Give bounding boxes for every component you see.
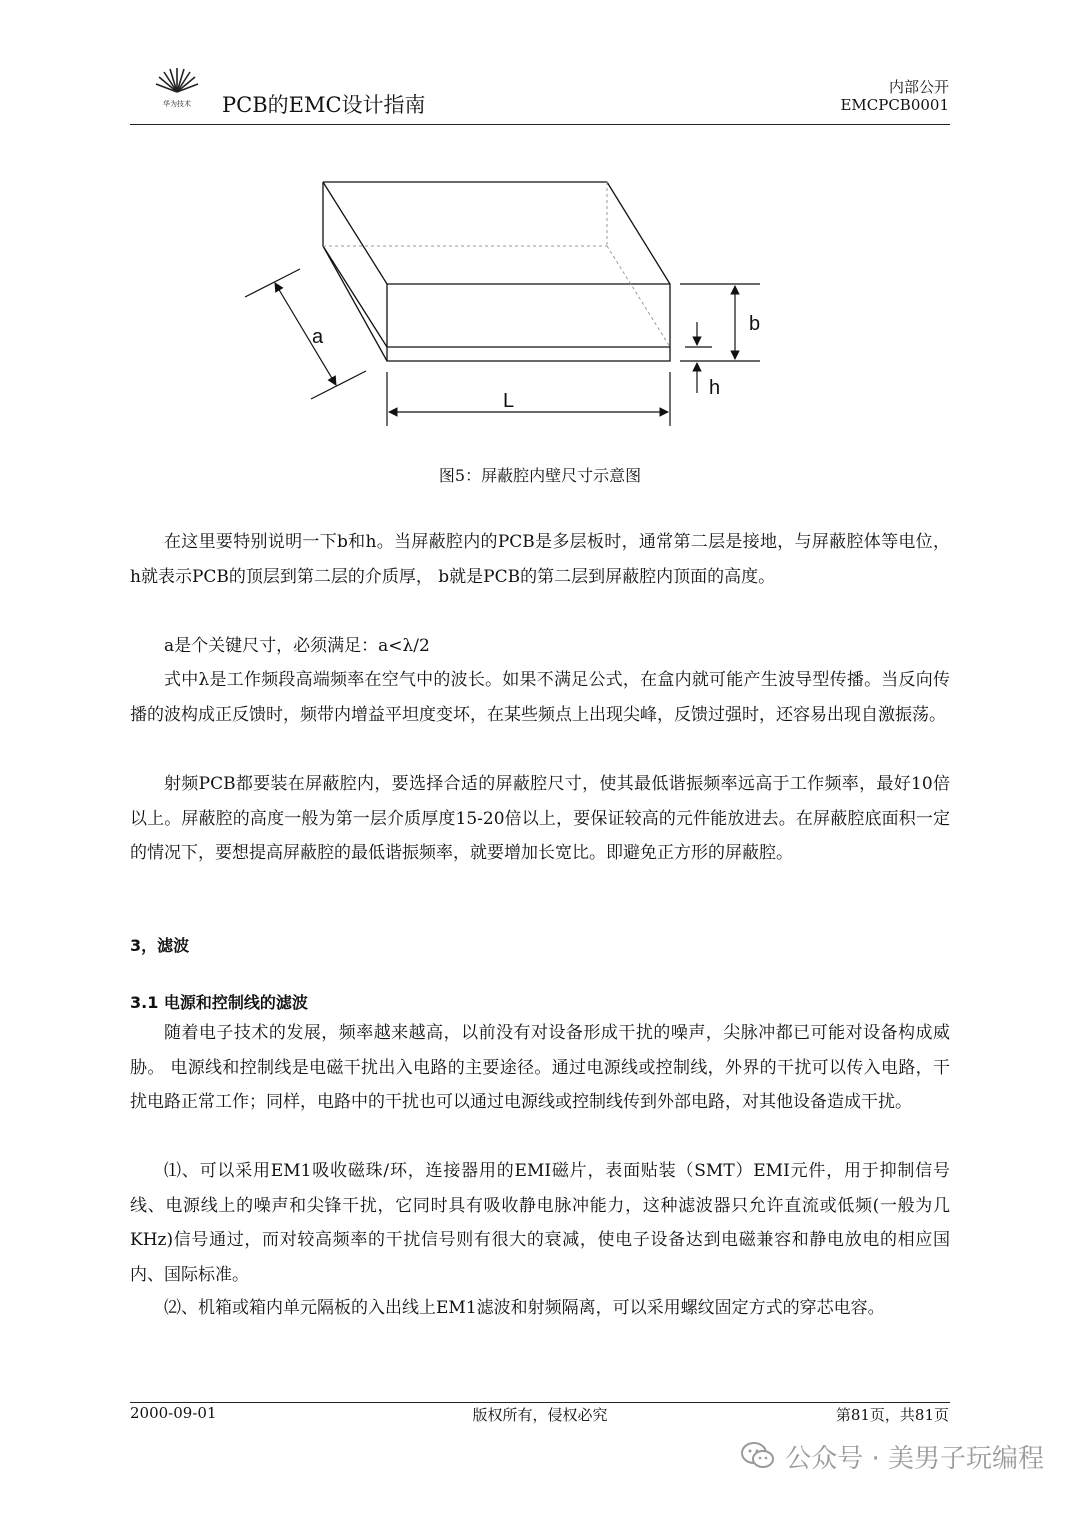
footer-date: 2000-09-01 xyxy=(130,1404,217,1422)
box-bottom-left-slant xyxy=(323,246,387,347)
header-divider xyxy=(130,124,950,125)
box-top-right-edge xyxy=(607,182,670,284)
paragraph-b-h-explanation: 在这里要特别说明一下b和h。当屏蔽腔内的PCB是多层板时，通常第二层是接地，与屏蔽腔体等电位， h就表示PCB的顶层到第二层的介质厚， b就是PCB的第二层到屏蔽腔内顶面的高度。 xyxy=(130,532,950,587)
watermark-text: 公众号 · 美男子玩编程 xyxy=(785,1443,1044,1474)
footer-divider xyxy=(130,1402,950,1403)
label-b: b xyxy=(749,313,761,335)
label-a: a xyxy=(312,326,324,348)
figure-caption: 图5：屏蔽腔内壁尺寸示意图 xyxy=(438,466,642,485)
wechat-icon xyxy=(741,1441,775,1471)
shield-cavity-diagram xyxy=(230,170,790,440)
box-left-slant-top xyxy=(323,182,387,284)
paragraph-interference: 随着电子技术的发展，频率越来越高，以前没有对设备形成干扰的噪声，尖脉冲都已可能对设备构成威胁。 电源线和控制线是电磁干扰出入电路的主要途径。通过电源线或控制线，外界的干扰可以传入电路，干扰电路正常工作；同样，电路中的干扰也可以通过电源线或控制线传到外部电路，对其他设备造成干扰。 xyxy=(130,1023,950,1112)
watermark xyxy=(741,1436,1044,1476)
paragraph-wavelength: 式中λ是工作频段高端频率在空气中的波长。如果不满足公式，在盒内就可能产生波导型传播。当反向传播的波构成正反馈时，频带内增益平坦度变坏，在某些频点上出现尖峰，反馈过强时，还容易出现自激振荡。 xyxy=(130,670,950,725)
company-logo xyxy=(152,62,202,110)
document-code: EMCPCB0001 xyxy=(840,96,949,114)
paragraph-item-2: ⑵、机箱或箱内单元隔板的入出线上EM1滤波和射频隔离，可以采用螺纹固定方式的穿芯电容。 xyxy=(164,1298,885,1318)
footer-copyright: 版权所有，侵权必究 xyxy=(472,1406,608,1424)
document-title: PCB的EMC设计指南 xyxy=(222,93,426,117)
section-heading-filtering: 3，滤波 xyxy=(130,936,190,955)
label-L: L xyxy=(503,390,515,412)
box-front-rect xyxy=(387,284,670,361)
label-h: h xyxy=(709,377,721,399)
subsection-heading-power-control: 3.1 电源和控制线的滤波 xyxy=(130,993,308,1012)
classification-label: 内部公开 xyxy=(888,78,949,96)
paragraph-a-condition: a是个关键尺寸，必须满足：a<λ/2 xyxy=(164,636,430,656)
paragraph-rf-pcb-shield: 射频PCB都要装在屏蔽腔内，要选择合适的屏蔽腔尺寸，使其最低谐振频率远高于工作频率，最好10倍以上。屏蔽腔的高度一般为第一层介质厚度15-20倍以上，要保证较高的元件能放进去。在屏蔽腔底面积一定的情况下，要想提高屏蔽腔的最低谐振频率，就要增加长宽比。即避免正方形的屏蔽腔。 xyxy=(130,774,950,863)
paragraph-item-1: ⑴、可以采用EM1吸收磁珠/环，连接器用的EMI磁片，表面贴装（SMT）EMI元件，用于抑制信号线、电源线上的噪声和尖锋干扰，它同时具有吸收静电脉冲能力，这种滤波器只允许直流或低频(一般为几KHz)信号通过，而对较高频率的干扰信号则有很大的衰减，使电子设备达到电磁兼容和静电放电的相应国内、国际标准。 xyxy=(130,1161,950,1285)
footer-page-number: 第81页，共81页 xyxy=(835,1406,949,1424)
svg-text:华为技术: 华为技术 xyxy=(163,100,191,108)
